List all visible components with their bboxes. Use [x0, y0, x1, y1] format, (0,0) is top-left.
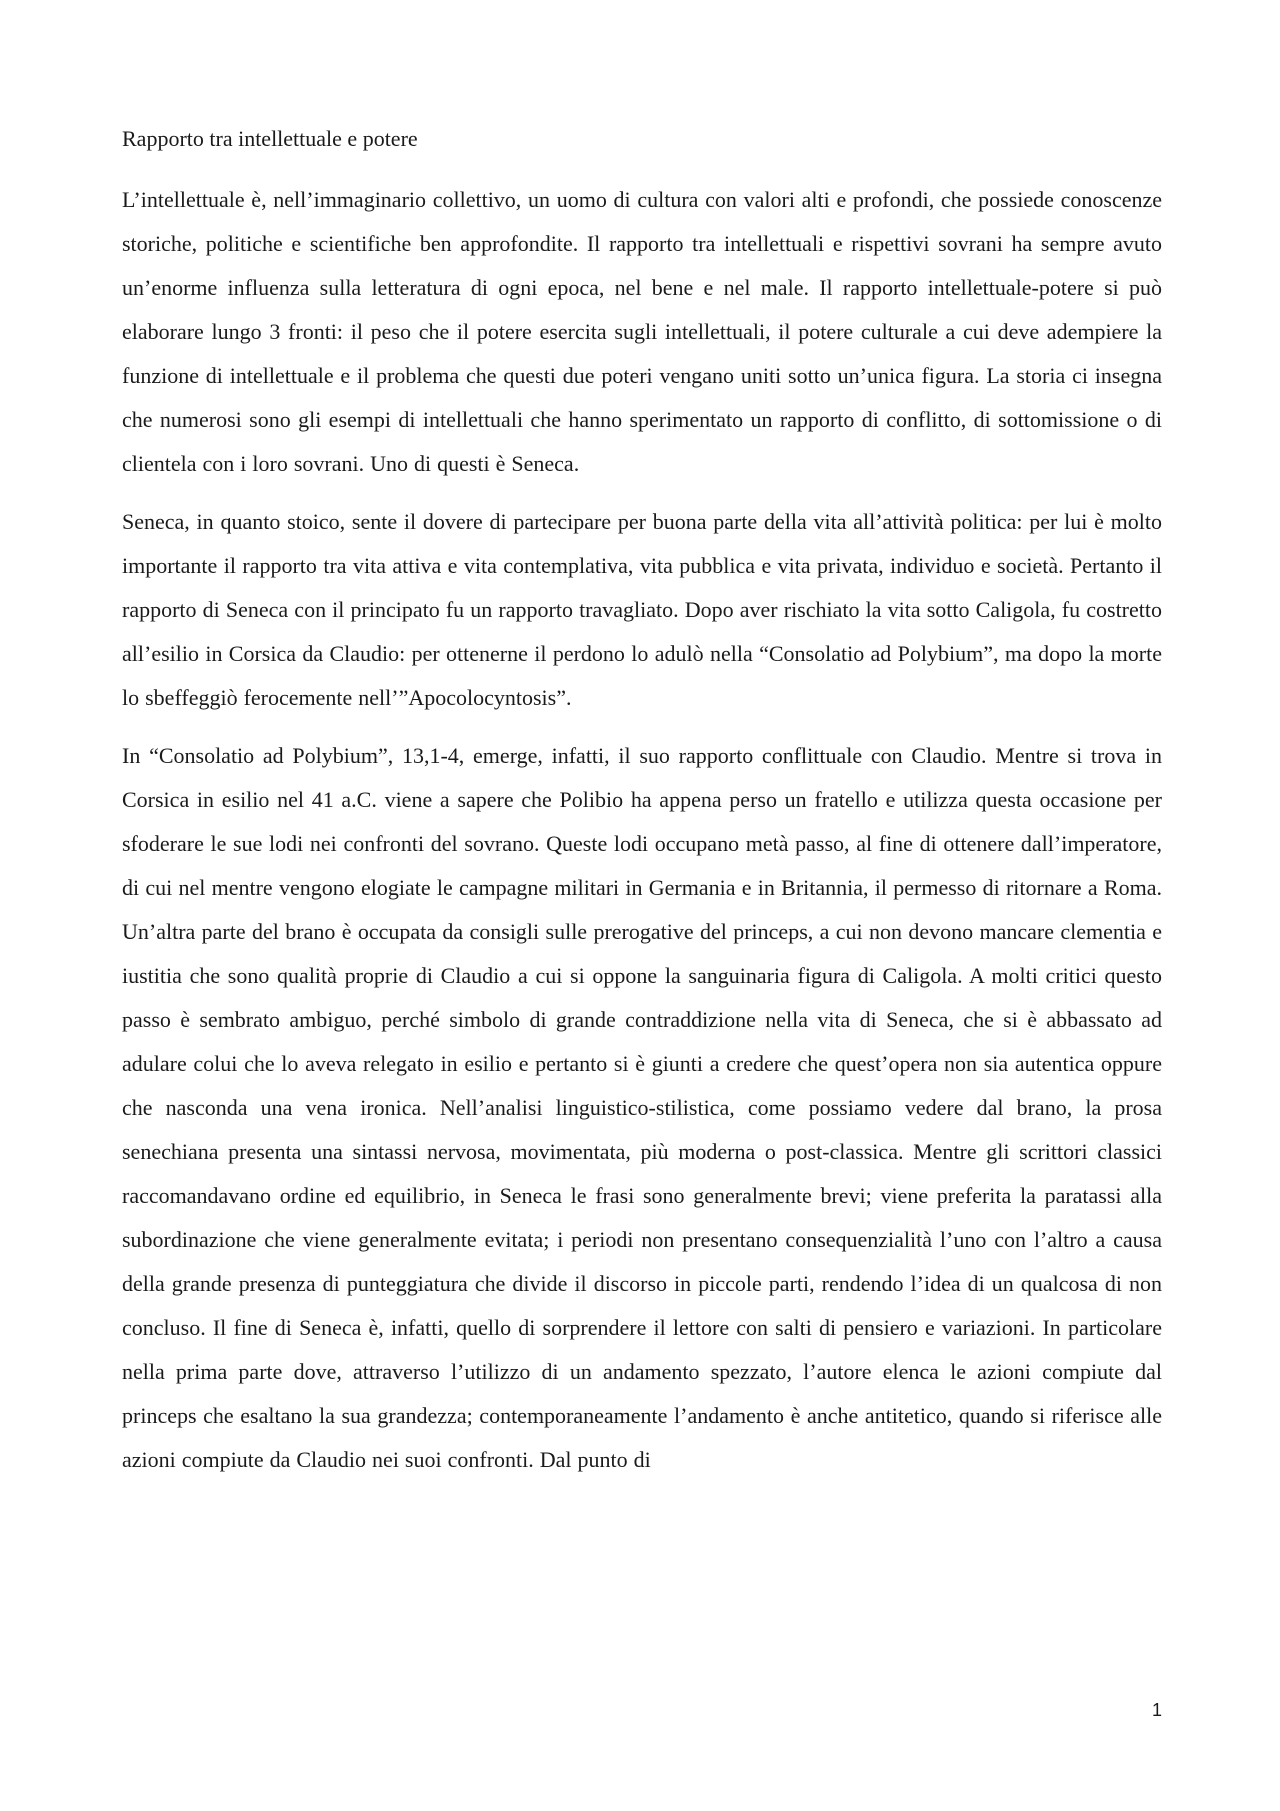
- page-number: 1: [1151, 1700, 1162, 1720]
- document-body: [122, 178, 1162, 1496]
- paragraph-consolatio: In “Consolatio ad Polybium”, 13,1-4, emerge, infatti, il suo rapporto conflittuale con Claudio. Mentre si trova in Corsica in esilio nel 41 a.C. viene a sapere che Polibio ha appena perso un fratello e utilizza questa occasione per sfoderare le sue lodi nei confronti del sovrano. Queste lodi occupano metà passo, al fine di ottenere dall’imperatore, di cui nel mentre vengono elogiate le campagne militari in Germania e in Britannia, il permesso di ritornare a Roma. Un’altra parte del brano è occupata da consigli sulle prerogative del princeps, a cui non devono mancare clementia e iustitia che sono qualità proprie di Claudio a cui si oppone la sanguinaria figura di Caligola. A molti critici questo passo è sembrato ambiguo, perché simbolo di grande contraddizione nella vita di Seneca, che si è abbassato ad adulare colui che lo aveva relegato in esilio e pertanto si è giunti a credere che quest’opera non sia autentica oppure che nasconda una vena ironica. Nell’analisi linguistico-stilistica, come possiamo vedere dal brano, la prosa senechiana presenta una sintassi nervosa, movimentata, più moderna o post-classica. Mentre gli scrittori classici raccomandavano ordine ed equilibrio, in Seneca le frasi sono generalmente brevi; viene preferita la paratassi alla subordinazione che viene generalmente evitata; i periodi non presentano consequenzialità l’uno con l’altro a causa della grande presenza di punteggiatura che divide il discorso in piccole parti, rendendo l’idea di un qualcosa di non concluso. Il fine di Seneca è, infatti, quello di sorprendere il lettore con salti di pensiero e variazioni. In particolare nella prima parte dove, attraverso l’utilizzo di un andamento spezzato, l’autore elenca le azioni compiute dal princeps che esaltano la sua grandezza; contemporaneamente l’andamento è anche antitetico, quando si riferisce alle azioni compiute da Claudio nei suoi confronti. Dal punto di: [122, 743, 1162, 1472]
- paragraph-seneca: Seneca, in quanto stoico, sente il dovere di partecipare per buona parte della vita all’attività politica: per lui è molto importante il rapporto tra vita attiva e vita contemplativa, vita pubblica e vita privata, individuo e società. Pertanto il rapporto di Seneca con il principato fu un rapporto travagliato. Dopo aver rischiato la vita sotto Caligola, fu costretto all’esilio in Corsica da Claudio: per ottenerne il perdono lo adulò nella “Consolatio ad Polybium”, ma dopo la morte lo sbeffeggiò ferocemente nell’”Apocolocyntosis”.: [122, 509, 1162, 710]
- paragraph-intro: L’intellettuale è, nell’immaginario collettivo, un uomo di cultura con valori alti e profondi, che possiede conoscenze storiche, politiche e scientifiche ben approfondite. Il rapporto tra intellettuali e rispettivi sovrani ha sempre avuto un’enorme influenza sulla letteratura di ogni epoca, nel bene e nel male. Il rapporto intellettuale-potere si può elaborare lungo 3 fronti: il peso che il potere esercita sugli intellettuali, il potere culturale a cui deve adempiere la funzione di intellettuale e il problema che questi due poteri vengano uniti sotto un’unica figura. La storia ci insegna che numerosi sono gli esempi di intellettuali che hanno sperimentato un rapporto di conflitto, di sottomissione o di clientela con i loro sovrani. Uno di questi è Seneca.: [122, 187, 1162, 476]
- document-title: Rapporto tra intellettuale e potere: [122, 126, 418, 151]
